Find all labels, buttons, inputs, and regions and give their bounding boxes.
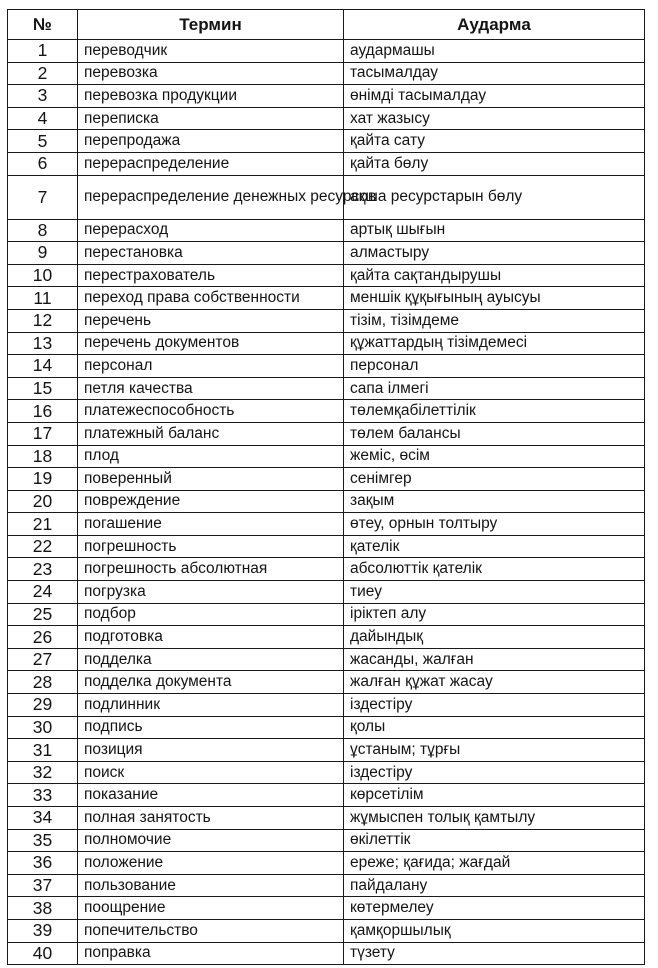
row-number: 18 bbox=[8, 445, 78, 468]
translation-cell: өнімді тасымалдау bbox=[344, 85, 645, 108]
translation-cell: түзету bbox=[344, 942, 645, 965]
row-number: 19 bbox=[8, 468, 78, 491]
translation-cell: көтермелеу bbox=[344, 897, 645, 920]
table-row bbox=[8, 919, 645, 942]
row-number: 37 bbox=[8, 874, 78, 897]
row-number: 33 bbox=[8, 784, 78, 807]
translation-cell: өтеу, орнын толтыру bbox=[344, 513, 645, 536]
term-cell: поправка bbox=[78, 942, 344, 965]
row-number: 39 bbox=[8, 919, 78, 942]
row-number: 21 bbox=[8, 513, 78, 536]
row-number: 11 bbox=[8, 287, 78, 310]
header-translation: Аудармa bbox=[344, 10, 645, 40]
term-cell: перераспределение bbox=[78, 152, 344, 175]
row-number: 36 bbox=[8, 852, 78, 875]
row-number: 27 bbox=[8, 648, 78, 671]
table-body bbox=[8, 40, 645, 965]
term-cell: поощрение bbox=[78, 897, 344, 920]
table-row bbox=[8, 40, 645, 63]
term-cell: подлинник bbox=[78, 694, 344, 717]
row-number: 10 bbox=[8, 264, 78, 287]
table-row bbox=[8, 152, 645, 175]
term-cell: плод bbox=[78, 445, 344, 468]
term-cell: подготовка bbox=[78, 626, 344, 649]
translation-cell: тізім, тізімдеме bbox=[344, 309, 645, 332]
table-row bbox=[8, 468, 645, 491]
row-number: 24 bbox=[8, 581, 78, 604]
row-number: 7 bbox=[8, 175, 78, 219]
term-cell: переводчик bbox=[78, 40, 344, 63]
row-number: 38 bbox=[8, 897, 78, 920]
term-cell: петля качества bbox=[78, 377, 344, 400]
term-cell: перераспределение денежных ресурсов bbox=[78, 175, 344, 219]
table-row bbox=[8, 897, 645, 920]
row-number: 8 bbox=[8, 219, 78, 242]
term-cell: подделка bbox=[78, 648, 344, 671]
table-row bbox=[8, 242, 645, 265]
translation-cell: қолы bbox=[344, 716, 645, 739]
row-number: 13 bbox=[8, 332, 78, 355]
row-number: 28 bbox=[8, 671, 78, 694]
table-row bbox=[8, 874, 645, 897]
term-cell: позиция bbox=[78, 739, 344, 762]
term-cell: платежный баланс bbox=[78, 422, 344, 445]
table-row bbox=[8, 671, 645, 694]
row-number: 17 bbox=[8, 422, 78, 445]
row-number: 6 bbox=[8, 152, 78, 175]
table-row bbox=[8, 513, 645, 536]
translation-cell: сапа ілмегі bbox=[344, 377, 645, 400]
table-row bbox=[8, 807, 645, 830]
table-row bbox=[8, 829, 645, 852]
table-row bbox=[8, 85, 645, 108]
term-cell: полная занятость bbox=[78, 807, 344, 830]
table-row bbox=[8, 490, 645, 513]
row-number: 9 bbox=[8, 242, 78, 265]
term-cell: полномочие bbox=[78, 829, 344, 852]
table-row bbox=[8, 62, 645, 85]
translation-cell: іздестіру bbox=[344, 694, 645, 717]
translation-cell: қателік bbox=[344, 535, 645, 558]
table-row bbox=[8, 130, 645, 153]
header-term: Термин bbox=[78, 10, 344, 40]
term-cell: попечительство bbox=[78, 919, 344, 942]
translation-cell: жұмыспен толық қамтылу bbox=[344, 807, 645, 830]
row-number: 15 bbox=[8, 377, 78, 400]
row-number: 1 bbox=[8, 40, 78, 63]
translation-cell: тасымалдау bbox=[344, 62, 645, 85]
term-cell: погрешность абсолютная bbox=[78, 558, 344, 581]
table-row bbox=[8, 287, 645, 310]
row-number: 2 bbox=[8, 62, 78, 85]
row-number: 26 bbox=[8, 626, 78, 649]
translation-cell: құжаттардың тізімдемесі bbox=[344, 332, 645, 355]
translation-cell: жеміс, өсім bbox=[344, 445, 645, 468]
translation-cell: жасанды, жалған bbox=[344, 648, 645, 671]
translation-cell: қайта бөлу bbox=[344, 152, 645, 175]
table-row bbox=[8, 445, 645, 468]
translation-cell: қамқоршылық bbox=[344, 919, 645, 942]
term-cell: перевозка продукции bbox=[78, 85, 344, 108]
translation-cell: ақша ресурстарын бөлу bbox=[344, 175, 645, 219]
translation-cell: қайта сақтандырушы bbox=[344, 264, 645, 287]
header-row bbox=[8, 10, 645, 40]
term-cell: перевозка bbox=[78, 62, 344, 85]
glossary-table bbox=[7, 9, 645, 965]
table-row bbox=[8, 852, 645, 875]
table-row bbox=[8, 694, 645, 717]
translation-cell: дайындық bbox=[344, 626, 645, 649]
header-number: № bbox=[8, 10, 78, 40]
row-number: 3 bbox=[8, 85, 78, 108]
term-cell: переход права собственности bbox=[78, 287, 344, 310]
translation-cell: меншік құқығының ауысуы bbox=[344, 287, 645, 310]
term-cell: подделка документа bbox=[78, 671, 344, 694]
table-row bbox=[8, 535, 645, 558]
row-number: 5 bbox=[8, 130, 78, 153]
table-row bbox=[8, 942, 645, 965]
translation-cell: тиеу bbox=[344, 581, 645, 604]
translation-cell: төлем балансы bbox=[344, 422, 645, 445]
translation-cell: көрсетілім bbox=[344, 784, 645, 807]
table-row bbox=[8, 648, 645, 671]
table-row bbox=[8, 107, 645, 130]
translation-cell: ұстаным; тұрғы bbox=[344, 739, 645, 762]
term-cell: погрузка bbox=[78, 581, 344, 604]
term-cell: перечень bbox=[78, 309, 344, 332]
translation-cell: зақым bbox=[344, 490, 645, 513]
table-row bbox=[8, 309, 645, 332]
table-row bbox=[8, 716, 645, 739]
translation-cell: іздестіру bbox=[344, 761, 645, 784]
table-row bbox=[8, 739, 645, 762]
table-row bbox=[8, 377, 645, 400]
row-number: 31 bbox=[8, 739, 78, 762]
translation-cell: іріктеп алу bbox=[344, 603, 645, 626]
table-row bbox=[8, 355, 645, 378]
translation-cell: аудармашы bbox=[344, 40, 645, 63]
term-cell: пользование bbox=[78, 874, 344, 897]
term-cell: перерасход bbox=[78, 219, 344, 242]
term-cell: поверенный bbox=[78, 468, 344, 491]
term-cell: показание bbox=[78, 784, 344, 807]
table-row bbox=[8, 175, 645, 219]
row-number: 32 bbox=[8, 761, 78, 784]
row-number: 30 bbox=[8, 716, 78, 739]
term-cell: погрешность bbox=[78, 535, 344, 558]
translation-cell: хат жазысу bbox=[344, 107, 645, 130]
table-row bbox=[8, 558, 645, 581]
translation-cell: пайдалану bbox=[344, 874, 645, 897]
translation-cell: қайта сату bbox=[344, 130, 645, 153]
row-number: 4 bbox=[8, 107, 78, 130]
row-number: 40 bbox=[8, 942, 78, 965]
row-number: 16 bbox=[8, 400, 78, 423]
table-row bbox=[8, 422, 645, 445]
table-row bbox=[8, 761, 645, 784]
term-cell: погашение bbox=[78, 513, 344, 536]
table-row bbox=[8, 264, 645, 287]
translation-cell: ереже; қағида; жағдай bbox=[344, 852, 645, 875]
term-cell: перестановка bbox=[78, 242, 344, 265]
term-cell: повреждение bbox=[78, 490, 344, 513]
term-cell: платежеспособность bbox=[78, 400, 344, 423]
translation-cell: төлемқабілеттілік bbox=[344, 400, 645, 423]
term-cell: поиск bbox=[78, 761, 344, 784]
translation-cell: алмастыру bbox=[344, 242, 645, 265]
term-cell: перестрахователь bbox=[78, 264, 344, 287]
term-cell: персонал bbox=[78, 355, 344, 378]
translation-cell: жалған құжат жасау bbox=[344, 671, 645, 694]
term-cell: переписка bbox=[78, 107, 344, 130]
term-cell: подпись bbox=[78, 716, 344, 739]
row-number: 14 bbox=[8, 355, 78, 378]
row-number: 22 bbox=[8, 535, 78, 558]
table-row bbox=[8, 219, 645, 242]
term-cell: положение bbox=[78, 852, 344, 875]
translation-cell: өкілеттік bbox=[344, 829, 645, 852]
row-number: 12 bbox=[8, 309, 78, 332]
row-number: 34 bbox=[8, 807, 78, 830]
term-cell: перечень документов bbox=[78, 332, 344, 355]
table-row bbox=[8, 784, 645, 807]
table-row bbox=[8, 603, 645, 626]
row-number: 29 bbox=[8, 694, 78, 717]
term-cell: подбор bbox=[78, 603, 344, 626]
table-row bbox=[8, 400, 645, 423]
translation-cell: персонал bbox=[344, 355, 645, 378]
row-number: 35 bbox=[8, 829, 78, 852]
term-cell: перепродажа bbox=[78, 130, 344, 153]
table-row bbox=[8, 332, 645, 355]
row-number: 20 bbox=[8, 490, 78, 513]
translation-cell: сенімгер bbox=[344, 468, 645, 491]
translation-cell: абсолюттік қателік bbox=[344, 558, 645, 581]
glossary-sheet bbox=[7, 9, 645, 965]
table-row bbox=[8, 626, 645, 649]
row-number: 25 bbox=[8, 603, 78, 626]
table-row bbox=[8, 581, 645, 604]
translation-cell: артық шығын bbox=[344, 219, 645, 242]
row-number: 23 bbox=[8, 558, 78, 581]
